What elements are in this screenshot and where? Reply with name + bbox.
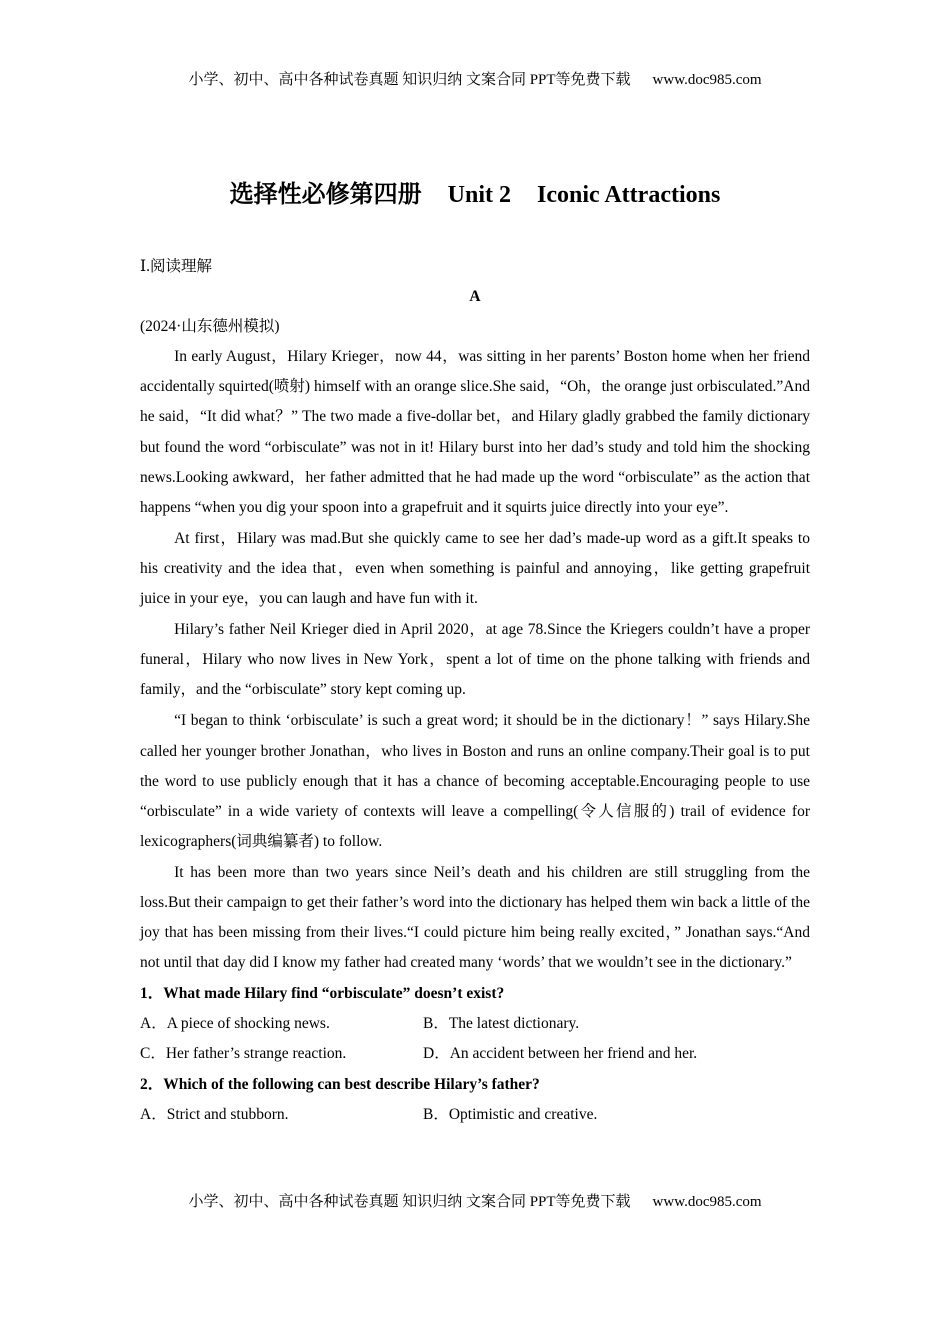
passage-label: A bbox=[469, 288, 481, 306]
title-topic: Iconic Attractions bbox=[537, 182, 721, 208]
option-d: D．An accident between her friend and her. bbox=[423, 1045, 698, 1063]
footer-url: www.doc985.com bbox=[652, 1194, 762, 1210]
document-body bbox=[140, 252, 810, 1130]
paragraph: It has been more than two years since Neil’s death and his children are still struggling from the loss.But their campaign to get their father’s word into the dictionary has helped them win back a little of the joy that has been missing from their lives.“I could picture him being really excited，” Jonathan says.“And not until that day did I know my father had created many ‘words’ that we wouldn’t see in the dictionary.” bbox=[140, 863, 810, 972]
option-c: C．Her father’s strange reaction. bbox=[140, 1045, 347, 1063]
option-b: B．The latest dictionary. bbox=[423, 1015, 580, 1033]
page-footer bbox=[0, 1190, 950, 1211]
paragraph: In early August，Hilary Krieger，now 44，was sitting in her parents’ Boston home when her friend accidentally squirted(喷射) himself with an orange slice.She said，“Oh，the orange just orbisculated.”And he said，“It did what？” The two made a five-dollar bet，and Hilary gladly grabbed the family dictionary but found the word “orbisculate” was not in it! Hilary burst into her dad’s study and told him the shocking news.Looking awkward，her father admitted that he had made up the word “orbisculate” as the action that happens “when you dig your spoon into a grapefruit and it squirts juice directly into your eye”. bbox=[140, 348, 810, 516]
passage-source: (2024·山东德州模拟) bbox=[140, 318, 280, 336]
option-a: A．Strict and stubborn. bbox=[140, 1105, 289, 1123]
options-row bbox=[140, 1009, 810, 1039]
paragraph: “I began to think ‘orbisculate’ is such a great word; it should be in the dictionary！” says Hilary.She called her younger brother Jonathan，who lives in Boston and runs an online company.Their goal is to put the word to use publicly enough that it has a chance of becoming acceptable.Encouraging people to use “orbisculate” in a wide variety of contexts will leave a compelling(令人信服的) trail of evidence for lexicographers(词典编纂者) to follow. bbox=[140, 712, 810, 850]
options-row bbox=[140, 1100, 810, 1130]
section-heading: Ⅰ.阅读理解 bbox=[140, 258, 212, 275]
question-stem: 2．Which of the following can best describe Hilary’s father? bbox=[140, 1075, 540, 1093]
title-unit: Unit 2 bbox=[447, 182, 512, 208]
page-title bbox=[0, 174, 950, 209]
title-book: 选择性必修第四册 bbox=[229, 182, 422, 208]
question-stem: 1．What made Hilary find “orbisculate” doesn’t exist? bbox=[140, 985, 505, 1003]
paragraph: At first，Hilary was mad.But she quickly came to see her dad’s made-up word as a gift.It speaks to his creativity and the idea that，even when something is painful and annoying，like getting grapefruit juice in your eye，you can laugh and have fun with it. bbox=[140, 529, 810, 608]
paragraph: Hilary’s father Neil Krieger died in April 2020，at age 78.Since the Kriegers couldn’t have a proper funeral，Hilary who now lives in New York，spent a lot of time on the phone talking with friends and family，and the “orbisculate” story kept coming up. bbox=[140, 621, 810, 699]
option-a: A．A piece of shocking news. bbox=[140, 1015, 330, 1033]
options-row bbox=[140, 1039, 810, 1069]
header-url: www.doc985.com bbox=[652, 72, 762, 88]
page-header bbox=[0, 68, 950, 89]
header-text: 小学、初中、高中各种试卷真题 知识归纳 文案合同 PPT等免费下载 bbox=[188, 72, 631, 88]
footer-text: 小学、初中、高中各种试卷真题 知识归纳 文案合同 PPT等免费下载 bbox=[188, 1194, 631, 1210]
option-b: B．Optimistic and creative. bbox=[423, 1105, 598, 1123]
